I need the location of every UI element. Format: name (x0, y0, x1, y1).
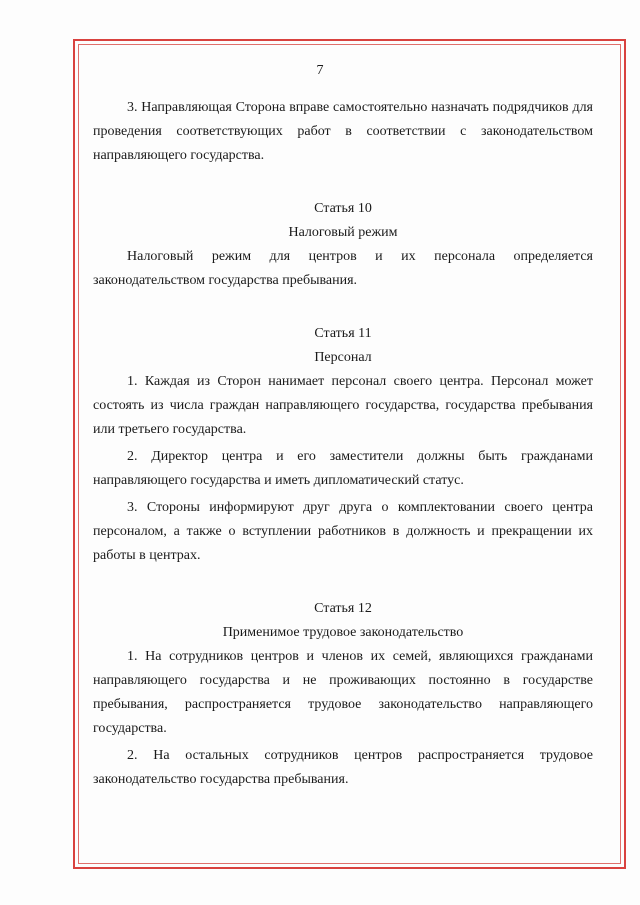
article-title: Налоговый режим (288, 225, 398, 240)
document-body (93, 96, 593, 795)
article-paragraph: 2. На остальных сотрудников центров распространяется трудовое законодательство государства пребывания. (93, 748, 593, 787)
article-paragraph: 1. На сотрудников центров и членов их семей, являющихся гражданами направляющего государства и не проживающих постоянно в государстве пребывания, распространяется трудовое законодательство направляющего государства. (93, 649, 593, 736)
article-title: Персонал (314, 350, 372, 365)
article-paragraph: Налоговый режим для центров и их персонала определяется законодательством государства пребывания. (93, 249, 593, 288)
article-paragraph: 1. Каждая из Сторон нанимает персонал своего центра. Персонал может состоять из числа граждан направляющего государства, государства пребывания или третьего государства. (93, 374, 593, 437)
article-paragraph: 2. Директор центра и его заместители должны быть гражданами направляющего государства и иметь дипломатический статус. (93, 449, 593, 488)
article-12 (93, 597, 593, 792)
article-11 (93, 322, 593, 568)
article-heading: Статья 10 (314, 201, 372, 216)
article-heading: Статья 11 (314, 326, 372, 341)
article-heading: Статья 12 (314, 601, 372, 616)
paragraph-3-contractors: 3. Направляющая Сторона вправе самостоятельно назначать подрядчиков для проведения соответствующих работ в соответствии с законодательством направляющего государства. (93, 100, 593, 163)
article-10 (93, 197, 593, 293)
article-paragraph: 3. Стороны информируют друг друга о комплектовании своего центра персоналом, а также о вступлении работников в должность и прекращении их работы в центрах. (93, 500, 593, 563)
page-number: 7 (316, 63, 324, 78)
article-title: Применимое трудовое законодательство (222, 625, 464, 640)
